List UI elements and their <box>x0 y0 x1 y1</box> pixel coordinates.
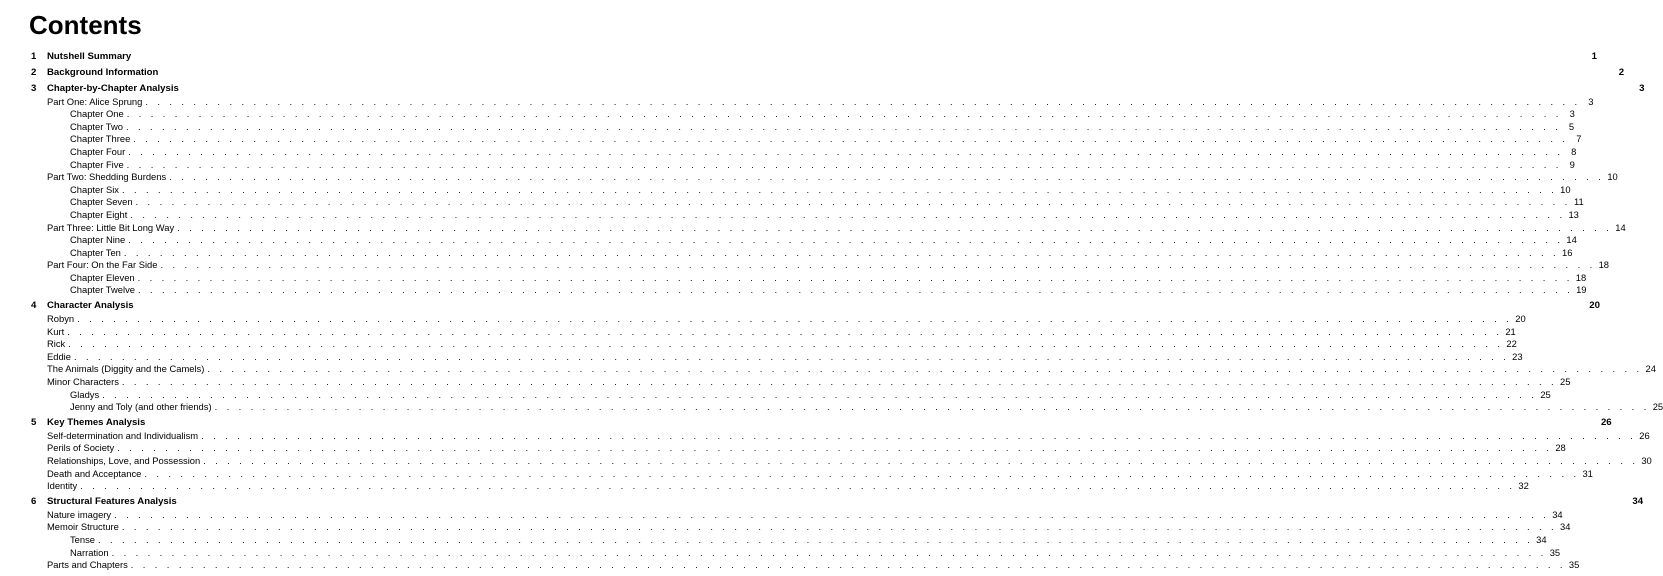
toc-entry-line <box>47 521 1571 534</box>
toc-entry-label: Part Three: Little Bit Long Way <box>47 221 175 233</box>
toc-entry-label: Chapter Two <box>70 120 123 132</box>
dot-leader: . . . . . . . . . . . . . . . . . . . . . . . . . . . . . . . . . . . . . . . . . . . . . . . . . . . . . . . . . . . . . . . . . . . . . . . . . . . . . . . . . . . . . . . . . . . . . . . . . . . . . . . . . . . . . . . . . . . . . . . . <box>160 259 1596 271</box>
toc-entry-label: Chapter Five <box>70 158 124 170</box>
toc-chapter-entry[interactable] <box>0 300 1600 313</box>
toc-section-entry[interactable] <box>0 388 1551 402</box>
toc-section-entry[interactable] <box>0 183 1571 197</box>
toc-entry-line <box>47 300 1600 313</box>
dot-leader: . . . . . . . . . . . . . . . . . . . . . . . . . . . . . . . . . . . . . . . . . . . . . . . . . . . . . . . . . . . . . . . . . . . . . . . . . . . . . . . . . . . . . . . . . . . . . . . . . . . . . . . . . . . . . . . . . . . . . . . . <box>114 508 1550 520</box>
toc-entry-line <box>47 171 1618 184</box>
dot-leader: . . . . . . . . . . . . . . . . . . . . . . . . . . . . . . . . . . . . . . . . . . . . . . . . . . . . . . . . . . . . . . . . . . . . . . . . . . . . . . . . . . . . . . . . . . . . . . . . . . . . . . . . . . . . . . . . . . . . . . . . <box>125 120 1562 132</box>
dot-leader: . . . . . . . . . . . . . . . . . . . . . . . . . . . . . . . . . . . . . . . . . . . . . . . . . . . . . . . . . . . . . . . . . . . . . . . . . . . . . . . . . . . . . . . . . . . . . . . . . . . . . . . . . . . . . . . . . . . . . . . . <box>203 454 1639 466</box>
toc-entry-line <box>47 480 1529 493</box>
toc-entry-line <box>70 133 1582 146</box>
page-title: Contents <box>29 10 142 40</box>
toc-section-entry[interactable] <box>0 442 1566 455</box>
toc-entry-line <box>47 66 1625 80</box>
toc-section-entry[interactable] <box>0 120 1575 134</box>
toc-section-entry[interactable] <box>0 480 1529 493</box>
toc-page-number: 21 <box>1505 325 1516 337</box>
toc-entry-label: Perils of Society <box>47 442 115 454</box>
toc-section-entry[interactable] <box>0 508 1563 522</box>
toc-entry-label: Part One: Alice Sprung <box>47 95 143 107</box>
toc-page-number: 16 <box>1562 246 1573 258</box>
toc-entry-line <box>70 234 1577 247</box>
toc-page-number: 25 <box>1560 376 1571 388</box>
toc-entry-line <box>47 95 1594 109</box>
toc-entry-line <box>70 284 1587 297</box>
toc-section-entry[interactable] <box>0 559 1580 572</box>
toc-entry-label: Chapter-by-Chapter Analysis <box>47 82 179 94</box>
toc-chapter-number: 3 <box>31 82 37 94</box>
toc-page-number: 8 <box>1571 145 1577 157</box>
toc-section-entry[interactable] <box>0 158 1575 172</box>
toc-section-entry[interactable] <box>0 363 1656 376</box>
toc-section-entry[interactable] <box>0 145 1577 159</box>
toc-page-number: 9 <box>1569 158 1575 170</box>
toc-section-entry[interactable] <box>0 325 1516 339</box>
toc-page-number: 2 <box>1618 66 1625 78</box>
table-of-contents <box>0 51 1663 572</box>
toc-entry-line <box>47 363 1656 376</box>
toc-entry-label: Chapter One <box>70 108 124 120</box>
toc-page-number: 22 <box>1506 338 1517 350</box>
toc-entry-label: Robyn <box>47 313 75 325</box>
dot-leader: . . . . . . . . . . . . . . . . . . . . . . . . . . . . . . . . . . . . . . . . . . . . . . . . . . . . . . . . . . . . . . . . . . . . . . . . . . . . . . . . . . . . . . . . . . . . . . . . . . . . . . . . . . . . . . . . . . . . . . . . <box>121 183 1558 195</box>
toc-entry-line <box>70 145 1577 159</box>
toc-section-entry[interactable] <box>0 133 1582 146</box>
toc-chapter-entry[interactable] <box>0 82 1645 96</box>
toc-entry-label: Kurt <box>47 325 65 337</box>
toc-entry-label: Relationships, Love, and Possession <box>47 454 201 466</box>
dot-leader: . . . . . . . . . . . . . . . . . . . . . . . . . . . . . . . . . . . . . . . . . . . . . . . . . . . . . . . . . . . . . . . . . . . . . . . . . . . . . . . . . . . . . . . . . . . . . . . . . . . . . . . . . . . . . . . . . . . . . . . . <box>126 108 1562 120</box>
toc-page-number: 19 <box>1576 284 1587 296</box>
toc-entry-label: Memoir Structure <box>47 521 119 533</box>
toc-chapter-entry[interactable] <box>0 66 1625 80</box>
toc-page-number: 3 <box>1639 82 1645 94</box>
dot-leader: . . . . . . . . . . . . . . . . . . . . . . . . . . . . . . . . . . . . . . . . . . . . . . . . . . . . . . . . . . . . . . . . . . . . . . . . . . . . . . . . . . . . . . . . . . . . . . . . . . . . . . . . . . . . . . . . . . . . . . . . <box>177 221 1613 233</box>
toc-page-number: 5 <box>1568 120 1575 132</box>
toc-entry-line <box>47 442 1566 455</box>
toc-section-entry[interactable] <box>0 284 1587 297</box>
toc-page-number: 10 <box>1607 171 1618 183</box>
dot-leader: . . . . . . . . . . . . . . . . . . . . . . . . . . . . . . . . . . . . . . . . . . . . . . . . . . . . . . . . . . . . . . . . . . . . . . . . . . . . . . . . . . . . . . . . . . . . . . . . . . . . . . . . . . . . . . . . . . . . . . . . <box>128 145 1564 157</box>
dot-leader: . . . . . . . . . . . . . . . . . . . . . . . . . . . . . . . . . . . . . . . . . . . . . . . . . . . . . . . . . . . . . . . . . . . . . . . . . . . . . . . . . . . . . . . . . . . . . . . . . . . . . . . . . . . . . . . . . . . . . . . . <box>121 521 1558 533</box>
toc-page-number: 34 <box>1632 496 1644 508</box>
dot-leader: . . . . . . . . . . . . . . . . . . . . . . . . . . . . . . . . . . . . . . . . . . . . . . . . . . . . . . . . . . . . . . . . . . . . . . . . . . . . . . . . . . . . . . . . . . . . . . . . . . . . . . . . . . . . . . . . . . . . . . . . <box>207 363 1643 375</box>
toc-page-number: 30 <box>1641 454 1652 466</box>
toc-section-entry[interactable] <box>0 376 1571 389</box>
toc-entry-line <box>47 429 1650 443</box>
toc-entry-label: Structural Features Analysis <box>47 496 177 508</box>
toc-entry-line <box>70 401 1663 414</box>
dot-leader: . . . . . . . . . . . . . . . . . . . . . . . . . . . . . . . . . . . . . . . . . . . . . . . . . . . . . . . . . . . . . . . . . . . . . . . . . . . . . . . . . . . . . . . . . . . . . . . . . . . . . . . . . . . . . . . . . . . . . . . . <box>135 196 1571 208</box>
toc-section-entry[interactable] <box>0 313 1526 326</box>
toc-entry-line <box>47 417 1612 430</box>
toc-entry-line <box>70 546 1561 560</box>
toc-page-number: 23 <box>1512 350 1523 362</box>
dot-leader: . . . . . . . . . . . . . . . . . . . . . . . . . . . . . . . . . . . . . . . . . . . . . . . . . . . . . . . . . . . . . . . . . . . . . . . . . . . . . . . . . . . . . . . . . . . . . . . . . . . . . . . . . . . . . . . . . . . . . . . . <box>98 533 1534 545</box>
toc-entry-line <box>47 338 1517 351</box>
toc-section-entry[interactable] <box>0 95 1594 109</box>
toc-entry-line <box>70 246 1573 260</box>
toc-section-entry[interactable] <box>0 454 1652 468</box>
toc-entry-line <box>47 350 1523 364</box>
toc-entry-label: Rick <box>47 338 66 350</box>
toc-page-number: 18 <box>1598 259 1610 271</box>
toc-entry-label: Minor Characters <box>47 376 119 388</box>
toc-entry-line <box>70 388 1551 402</box>
toc-entry-line <box>70 196 1584 209</box>
toc-page-number: 7 <box>1576 133 1582 145</box>
dot-leader: . . . . . . . . . . . . . . . . . . . . . . . . . . . . . . . . . . . . . . . . . . . . . . . . . . . . . . . . . . . . . . . . . . . . . . . . . . . . . . . . . . . . . . . . . . . . . . . . . . . . . . . . . . . . . . . . . . . . . . . . <box>133 133 1569 145</box>
toc-entry-label: Background Information <box>47 66 159 78</box>
toc-entry-line <box>70 183 1571 197</box>
toc-entry-line <box>47 454 1652 468</box>
toc-entry-label: Self-determination and Individualism <box>47 429 199 441</box>
toc-entry-line <box>70 533 1547 547</box>
toc-section-entry[interactable] <box>0 271 1587 285</box>
toc-entry-line <box>70 120 1575 134</box>
toc-entry-line <box>47 313 1526 326</box>
toc-section-entry[interactable] <box>0 338 1517 351</box>
toc-entry-label: Chapter Eight <box>70 208 128 220</box>
dot-leader: . . . . . . . . . . . . . . . . . . . . . . . . . . . . . . . . . . . . . . . . . . . . . . . . . . . . . . . . . . . . . . . . . . . . . . . . . . . . . . . . . . . . . . . . . . . . . . . . . . . . . . . . . . . . . . . . . . . . . . . . <box>102 388 1538 400</box>
toc-entry-label: Chapter Twelve <box>70 284 135 296</box>
toc-page-number: 26 <box>1600 417 1612 429</box>
toc-chapter-number: 4 <box>31 300 37 312</box>
dot-leader: . . . . . . . . . . . . . . . . . . . . . . . . . . . . . . . . . . . . . . . . . . . . . . . . . . . . . . . . . . . . . . . . . . . . . . . . . . . . . . . . . . . . . . . . . . . . . . . . . . . . . . . . . . . . . . . . . . . . . . . . <box>67 325 1503 337</box>
toc-entry-label: Key Themes Analysis <box>47 417 146 429</box>
toc-entry-label: Jenny and Toly (and other friends) <box>70 401 212 413</box>
toc-chapter-number: 1 <box>31 51 37 62</box>
toc-page-number: 1 <box>1591 51 1597 62</box>
toc-chapter-number: 6 <box>31 496 37 508</box>
toc-entry-line <box>47 82 1645 96</box>
toc-entry-label: Narration <box>70 546 109 558</box>
dot-leader: . . . . . . . . . . . . . . . . . . . . . . . . . . . . . . . . . . . . . . . . . . . . . . . . . . . . . . . . . . . . . . . . . . . . . . . . . . . . . . . . . . . . . . . . . . . . . . . . . . . . . . . . . . . . . . . . . . . . . . . . <box>201 429 1637 441</box>
dot-leader: . . . . . . . . . . . . . . . . . . . . . . . . . . . . . . . . . . . . . . . . . . . . . . . . . . . . . . . . . . . . . . . . . . . . . . . . . . . . . . . . . . . . . . . . . . . . . . . . . . . . . . . . . . . . . . . . . . . . . . . . <box>126 158 1562 170</box>
toc-section-entry[interactable] <box>0 259 1610 272</box>
toc-chapter-entry[interactable] <box>0 51 1597 64</box>
toc-page-number: 28 <box>1555 442 1566 454</box>
toc-entry-label: Nutshell Summary <box>47 51 132 62</box>
toc-entry-label: Gladys <box>70 388 100 400</box>
dot-leader: . . . . . . . . . . . . . . . . . . . . . . . . . . . . . . . . . . . . . . . . . . . . . . . . . . . . . . . . . . . . . . . . . . . . . . . . . . . . . . . . . . . . . . . . . . . . . . . . . . . . . . . . . . . . . . . . . . . . . . . . <box>169 171 1605 183</box>
toc-entry-label: Nature imagery <box>47 508 112 520</box>
dot-leader: . . . . . . . . . . . . . . . . . . . . . . . . . . . . . . . . . . . . . . . . . . . . . . . . . . . . . . . . . . . . . . . . . . . . . . . . . . . . . . . . . . . . . . . . . . . . . . . . . . . . . . . . . . . . . . . . . . . . . . . . <box>123 246 1560 258</box>
toc-entry-label: Chapter Four <box>70 145 126 157</box>
toc-section-entry[interactable] <box>0 171 1618 184</box>
toc-page-number: 25 <box>1652 401 1663 413</box>
toc-page-number: 34 <box>1560 521 1571 533</box>
toc-entry-label: Eddie <box>47 350 71 362</box>
toc-entry-label: Chapter Nine <box>70 234 126 246</box>
toc-page-number: 10 <box>1560 183 1571 195</box>
dot-leader: . . . . . . . . . . . . . . . . . . . . . . . . . . . . . . . . . . . . . . . . . . . . . . . . . . . . . . . . . . . . . . . . . . . . . . . . . . . . . . . . . . . . . . . . . . . . . . . . . . . . . . . . . . . . . . . . . . . . . . . . <box>121 376 1558 388</box>
toc-entry-line <box>47 508 1563 522</box>
dot-leader: . . . . . . . . . . . . . . . . . . . . . . . . . . . . . . . . . . . . . . . . . . . . . . . . . . . . . . . . . . . . . . . . . . . . . . . . . . . . . . . . . . . . . . . . . . . . . . . . . . . . . . . . . . . . . . . . . . . . . . . . <box>145 95 1581 107</box>
toc-entry-line <box>70 108 1575 121</box>
dot-leader: . . . . . . . . . . . . . . . . . . . . . . . . . . . . . . . . . . . . . . . . . . . . . . . . . . . . . . . . . . . . . . . . . . . . . . . . . . . . . . . . . . . . . . . . . . . . . . . . . . . . . . . . . . . . . . . . . . . . . . . . <box>130 559 1566 571</box>
toc-entry-label: Character Analysis <box>47 300 134 312</box>
dot-leader: . . . . . . . . . . . . . . . . . . . . . . . . . . . . . . . . . . . . . . . . . . . . . . . . . . . . . . . . . . . . . . . . . . . . . . . . . . . . . . . . . . . . . . . . . . . . . . . . . . . . . . . . . . . . . . . . . . . . . . . . <box>137 271 1573 283</box>
toc-entry-label: Part Four: On the Far Side <box>47 259 158 271</box>
toc-entry-label: Part Two: Shedding Burdens <box>47 171 167 183</box>
toc-section-entry[interactable] <box>0 196 1584 209</box>
toc-entry-label: Parts and Chapters <box>47 559 128 571</box>
dot-leader: . . . . . . . . . . . . . . . . . . . . . . . . . . . . . . . . . . . . . . . . . . . . . . . . . . . . . . . . . . . . . . . . . . . . . . . . . . . . . . . . . . . . . . . . . . . . . . . . . . . . . . . . . . . . . . . . . . . . . . . . <box>77 313 1513 325</box>
toc-page-number: 35 <box>1549 546 1561 558</box>
toc-entry-label: The Animals (Diggity and the Camels) <box>47 363 205 375</box>
dot-leader: . . . . . . . . . . . . . . . . . . . . . . . . . . . . . . . . . . . . . . . . . . . . . . . . . . . . . . . . . . . . . . . . . . . . . . . . . . . . . . . . . . . . . . . . . . . . . . . . . . . . . . . . . . . . . . . . . . . . . . . . <box>117 442 1553 454</box>
dot-leader: . . . . . . . . . . . . . . . . . . . . . . . . . . . . . . . . . . . . . . . . . . . . . . . . . . . . . . . . . . . . . . . . . . . . . . . . . . . . . . . . . . . . . . . . . . . . . . . . . . . . . . . . . . . . . . . . . . . . . . . . <box>144 467 1580 479</box>
dot-leader: . . . . . . . . . . . . . . . . . . . . . . . . . . . . . . . . . . . . . . . . . . . . . . . . . . . . . . . . . . . . . . . . . . . . . . . . . . . . . . . . . . . . . . . . . . . . . . . . . . . . . . . . . . . . . . . . . . . . . . . . <box>80 480 1516 492</box>
toc-section-entry[interactable] <box>0 350 1523 364</box>
toc-page-number: 34 <box>1536 533 1547 545</box>
toc-entry-line <box>47 51 1597 64</box>
toc-section-entry[interactable] <box>0 429 1650 443</box>
toc-section-entry[interactable] <box>0 208 1579 222</box>
toc-entry-label: Chapter Three <box>70 133 131 145</box>
toc-entry-label: Identity <box>47 480 78 492</box>
toc-entry-label: Chapter Seven <box>70 196 133 208</box>
toc-page-number: 3 <box>1569 108 1575 120</box>
toc-page-number: 20 <box>1515 313 1526 325</box>
toc-entry-line <box>70 208 1579 222</box>
toc-entry-line <box>70 271 1587 285</box>
toc-entry-label: Chapter Eleven <box>70 271 135 283</box>
toc-chapter-entry[interactable] <box>0 417 1612 430</box>
dot-leader: . . . . . . . . . . . . . . . . . . . . . . . . . . . . . . . . . . . . . . . . . . . . . . . . . . . . . . . . . . . . . . . . . . . . . . . . . . . . . . . . . . . . . . . . . . . . . . . . . . . . . . . . . . . . . . . . . . . . . . . . <box>214 401 1650 413</box>
toc-page-number: 32 <box>1518 480 1529 492</box>
toc-section-entry[interactable] <box>0 521 1571 534</box>
toc-page-number: 31 <box>1582 467 1593 479</box>
toc-section-entry[interactable] <box>0 401 1663 414</box>
toc-page-number: 25 <box>1540 388 1551 400</box>
toc-entry-line <box>47 259 1610 272</box>
toc-section-entry[interactable] <box>0 533 1547 547</box>
toc-page-number: 14 <box>1566 234 1577 246</box>
toc-entry-label: Chapter Ten <box>70 246 121 258</box>
toc-section-entry[interactable] <box>0 246 1573 260</box>
toc-entry-line <box>47 559 1580 572</box>
toc-chapter-entry[interactable] <box>0 496 1644 509</box>
toc-chapter-number: 2 <box>31 66 37 78</box>
toc-section-entry[interactable] <box>0 234 1577 247</box>
toc-entry-label: Chapter Six <box>70 183 119 195</box>
toc-entry-line <box>70 158 1575 172</box>
toc-page-number: 24 <box>1645 363 1656 375</box>
toc-page-number: 34 <box>1552 508 1563 520</box>
toc-entry-label: Death and Acceptance <box>47 467 142 479</box>
dot-leader: . . . . . . . . . . . . . . . . . . . . . . . . . . . . . . . . . . . . . . . . . . . . . . . . . . . . . . . . . . . . . . . . . . . . . . . . . . . . . . . . . . . . . . . . . . . . . . . . . . . . . . . . . . . . . . . . . . . . . . . . <box>68 338 1504 350</box>
toc-page-number: 18 <box>1575 271 1587 283</box>
dot-leader: . . . . . . . . . . . . . . . . . . . . . . . . . . . . . . . . . . . . . . . . . . . . . . . . . . . . . . . . . . . . . . . . . . . . . . . . . . . . . . . . . . . . . . . . . . . . . . . . . . . . . . . . . . . . . . . . . . . . . . . . <box>130 208 1566 220</box>
toc-entry-line <box>47 467 1593 481</box>
toc-entry-line <box>47 325 1516 339</box>
toc-page-number: 35 <box>1568 559 1580 571</box>
toc-entry-label: Tense <box>70 533 96 545</box>
toc-section-entry[interactable] <box>0 546 1561 560</box>
toc-entry-line <box>47 496 1644 509</box>
dot-leader: . . . . . . . . . . . . . . . . . . . . . . . . . . . . . . . . . . . . . . . . . . . . . . . . . . . . . . . . . . . . . . . . . . . . . . . . . . . . . . . . . . . . . . . . . . . . . . . . . . . . . . . . . . . . . . . . . . . . . . . . <box>137 284 1574 296</box>
toc-page-number: 20 <box>1589 300 1600 312</box>
dot-leader: . . . . . . . . . . . . . . . . . . . . . . . . . . . . . . . . . . . . . . . . . . . . . . . . . . . . . . . . . . . . . . . . . . . . . . . . . . . . . . . . . . . . . . . . . . . . . . . . . . . . . . . . . . . . . . . . . . . . . . . . <box>73 350 1510 362</box>
toc-section-entry[interactable] <box>0 467 1593 481</box>
toc-page-number: 14 <box>1615 221 1626 233</box>
toc-page-number: 11 <box>1573 196 1584 208</box>
toc-section-entry[interactable] <box>0 108 1575 121</box>
toc-section-entry[interactable] <box>0 221 1626 235</box>
toc-chapter-number: 5 <box>31 417 37 429</box>
toc-page-number: 3 <box>1588 95 1594 107</box>
toc-page-number: 26 <box>1639 429 1650 441</box>
dot-leader: . . . . . . . . . . . . . . . . . . . . . . . . . . . . . . . . . . . . . . . . . . . . . . . . . . . . . . . . . . . . . . . . . . . . . . . . . . . . . . . . . . . . . . . . . . . . . . . . . . . . . . . . . . . . . . . . . . . . . . . . <box>111 546 1547 558</box>
toc-page-number: 13 <box>1568 208 1579 220</box>
toc-entry-line <box>47 376 1571 389</box>
toc-entry-line <box>47 221 1626 235</box>
dot-leader: . . . . . . . . . . . . . . . . . . . . . . . . . . . . . . . . . . . . . . . . . . . . . . . . . . . . . . . . . . . . . . . . . . . . . . . . . . . . . . . . . . . . . . . . . . . . . . . . . . . . . . . . . . . . . . . . . . . . . . . . <box>128 234 1564 246</box>
